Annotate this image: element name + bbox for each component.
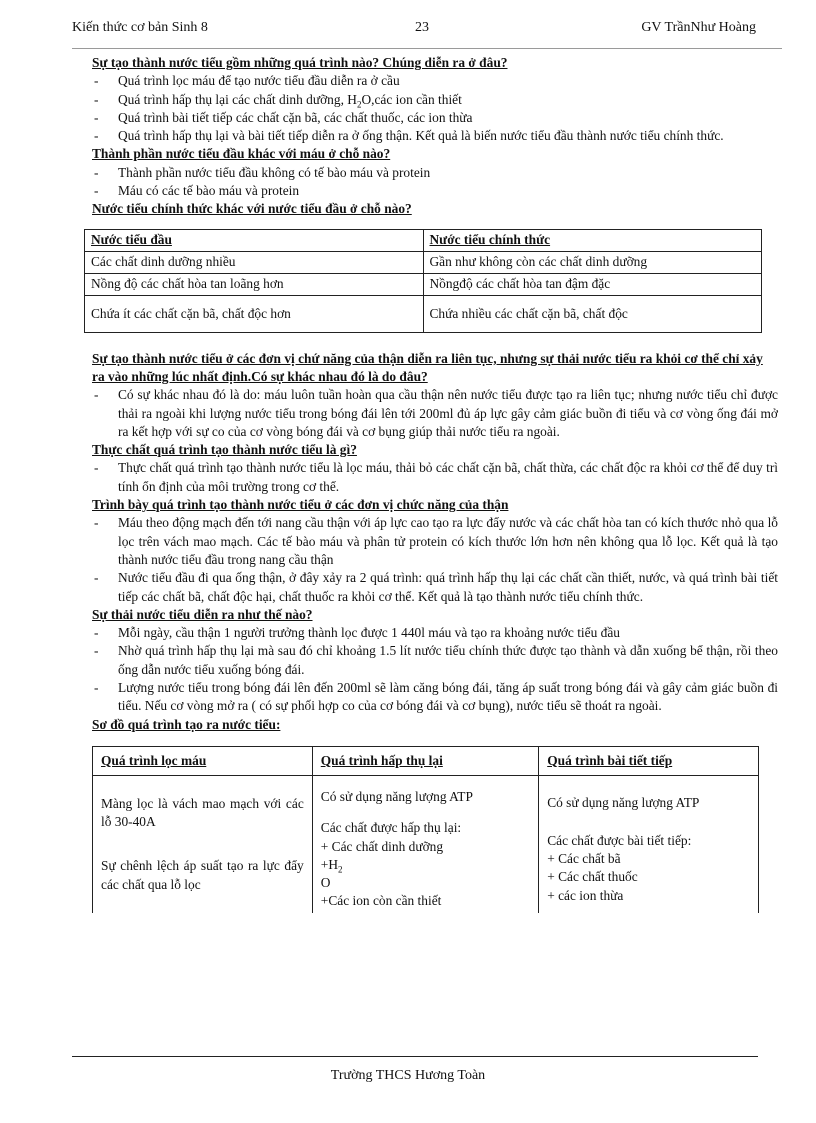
document-body — [92, 54, 778, 913]
list-item: - Máu có các tế bào máu và protein — [92, 182, 778, 200]
answer-list-composition — [92, 164, 778, 201]
table-cell: Nồng độ các chất hòa tan loãng hơn — [85, 273, 424, 295]
footer-school: Trường THCS Hương Toàn — [330, 1068, 486, 1083]
table-row — [85, 251, 762, 273]
list-item: - Quá trình hấp thụ lại các chất dinh dưỡng, $H_2O,các$ ion cần thiết — [92, 91, 778, 109]
table-cell: Gần như không còn các chất dinh dưỡng — [423, 251, 762, 273]
table-header-cell: Quá trình lọc máu — [93, 746, 313, 775]
table-cell: Các chất dinh dưỡng nhiều — [85, 251, 424, 273]
footer-divider — [72, 1056, 758, 1057]
list-item: - Có sự khác nhau đó là do: máu luôn tuần hoàn qua cầu thận nên nước tiểu được tạo ra liên tục; nhưng nước tiểu chỉ được thải ra ngoài khi lượng nước tiểu trong bóng đái lên tới 200ml đủ áp lực gây cảm giác buồn đi tiểu và cơ vòng ống đái mở ra kết hợp với sự co của cơ vòng bóng đái và cơ bụng giúp thải nước tiểu ra ngoài. — [92, 386, 778, 441]
question-nature-of-process: Thực chất quá trình tạo thành nước tiểu là gì? — [92, 442, 357, 458]
cell-paragraph: Các chất được hấp thụ lại: + Các chất dinh dưỡng $+H_2$ O +Các ion còn cần thiết — [320, 820, 462, 909]
question-urine-excretion: Sự thải nước tiểu diễn ra như thế nào? — [92, 606, 313, 622]
table-cell: Chứa ít các chất cặn bã, chất độc hơn — [85, 295, 424, 332]
list-item: - Thành phần nước tiểu đầu không có tế bào máu và protein — [92, 164, 778, 182]
page-number: 23 — [415, 20, 429, 35]
cell-paragraph: Có sử dụng năng lượng ATP — [320, 788, 473, 804]
header-divider — [72, 48, 782, 49]
comparison-table-urine — [84, 229, 762, 333]
header-subject: Kiến thức cơ bản Sinh 8 — [72, 20, 208, 35]
diagram-title: Sơ đồ quá trình tạo ra nước tiểu: — [92, 716, 281, 732]
answer-list-formation — [92, 514, 778, 605]
list-item: - Quá trình lọc máu để tạo nước tiểu đầu diễn ra ở cầu — [92, 72, 778, 90]
list-item: - Lượng nước tiểu trong bóng đái lên đến 200ml sẽ làm căng bóng đái, tăng áp suất trong bóng đái và gây cảm giác buồn đi tiểu. Nếu cơ vòng mở ra ( có sự phối hợp co của cơ bóng đái và cơ bụng), nước tiểu sẽ thoát ra ngoài. — [92, 679, 778, 716]
header-teacher: GV TrầnNhư Hoàng — [641, 20, 756, 35]
table-header-row — [93, 746, 759, 775]
page-header — [72, 20, 756, 40]
table-header-cell: Nước tiểu đầu — [85, 229, 424, 251]
table-cell: Nồngđộ các chất hòa tan đậm đặc — [423, 273, 762, 295]
table-header-cell: Quá trình bài tiết tiếp — [539, 746, 759, 775]
table-header-cell: Quá trình hấp thụ lại — [312, 746, 538, 775]
cell-paragraph: Sự chênh lệch áp suất tạo ra lực đẩy các chất qua lỗ lọc — [101, 858, 304, 892]
list-item: - Thực chất quá trình tạo thành nước tiểu là lọc máu, thải bỏ các chất cặn bã, chất thừa, các chất độc ra khỏi cơ thể để duy trì tính ổn định của môi trường trong cơ thể. — [92, 459, 778, 496]
list-item: - Nước tiểu đầu đi qua ống thận, ở đây xảy ra 2 quá trình: quá trình hấp thụ lại các chất cần thiết, nước, và quá trình bài tiết tiếp các chất bã, chất độc hại, chất thuốc ra khỏi cơ thể. Kết quả là tạo thành nước tiểu chính thức. — [92, 569, 778, 606]
cell-paragraph: Có sử dụng năng lượng ATP — [547, 794, 700, 810]
question-official-vs-primary-urine: Nước tiểu chính thức khác với nước tiểu đầu ở chỗ nào? — [92, 201, 412, 217]
table-header-cell: Nước tiểu chính thức — [423, 229, 762, 251]
table-row — [93, 775, 759, 912]
list-item: - Nhờ quá trình hấp thụ lại mà sau đó chỉ khoảng 1.5 lít nước tiểu chính thức được tạo thành và dẫn xuống bể thận, rồi theo ống dẫn nước tiểu xuống bóng đái. — [92, 642, 778, 679]
cell-paragraph: Màng lọc là vách mao mạch với các lỗ 30-40A — [101, 795, 304, 829]
answer-list-reason — [92, 386, 778, 441]
list-item: - Quá trình hấp thụ lại và bài tiết tiếp diễn ra ở ống thận. Kết quả là biến nước tiểu đầu thành nước tiểu chính thức. — [92, 127, 778, 145]
table-cell: Chứa nhiều các chất cặn bã, chất độc — [423, 295, 762, 332]
answer-list-nature — [92, 459, 778, 496]
list-item: - Máu theo động mạch đến tới nang cầu thận với áp lực cao tạo ra lực đẩy nước và các chất hòa tan có kích thước nhỏ qua lỗ lọc trên vách mao mạch. Các tế bào máu và phân tử protein có kích thước lớn hơn nên không qua lỗ lọc. Kết quả là tạo thành nước tiểu đầu trong nang cầu thận — [92, 514, 778, 569]
answer-list-processes — [92, 72, 778, 145]
answer-list-excretion — [92, 624, 778, 715]
list-item: - Quá trình bài tiết tiếp các chất cặn bã, các chất thuốc, các ion thừa — [92, 109, 778, 127]
question-urine-formation-processes: Sự tạo thành nước tiểu gồm những quá trình nào? Chúng diễn ra ở đâu? — [92, 55, 508, 70]
table-row — [85, 273, 762, 295]
cell-paragraph: Các chất được bài tiết tiếp: + Các chất bã + Các chất thuốc + các ion thừa — [547, 832, 692, 903]
table-row — [85, 295, 762, 332]
question-primary-urine-vs-blood: Thành phần nước tiểu đầu khác với máu ở chỗ nào? — [92, 146, 391, 162]
list-item: - Mỗi ngày, cầu thận 1 người trưởng thành lọc được 1 440l máu và tạo ra khoảng nước tiểu đầu — [92, 624, 778, 642]
process-diagram-table — [92, 746, 759, 913]
question-continuous-vs-intermittent: Sự tạo thành nước tiểu ở các đơn vị chứ năng của thận diễn ra liên tục, nhưng sự thải nước tiểu ra khỏi cơ thể chỉ xảy ra vào những lúc nhất định.Có sự khác nhau đó là do đâu? — [92, 350, 763, 384]
table-cell-secretion — [539, 775, 759, 912]
table-cell-reabsorption — [312, 775, 538, 912]
table-cell-filtration — [93, 775, 313, 912]
table-header-row — [85, 229, 762, 251]
question-describe-formation: Trình bày quá trình tạo thành nước tiểu ở các đơn vị chức năng của thận — [92, 497, 509, 513]
